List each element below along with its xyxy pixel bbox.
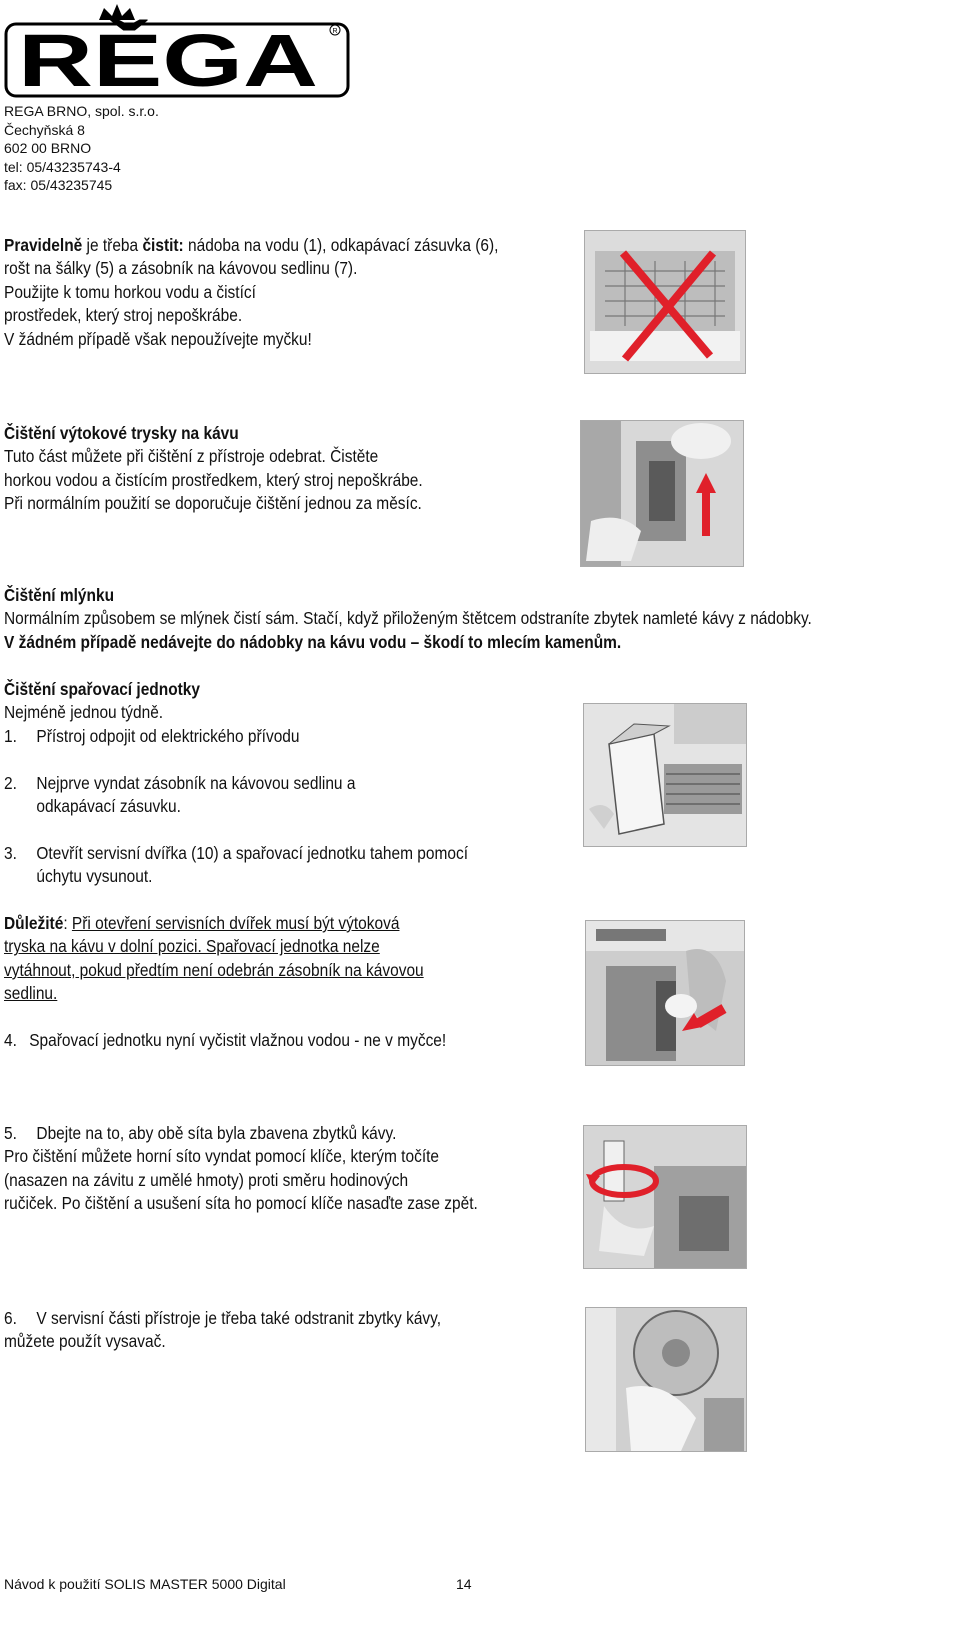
vacuum-cleaning-photo <box>585 1307 747 1452</box>
company-name: REGA BRNO, spol. s.r.o. <box>4 103 159 119</box>
company-city: 602 00 BRNO <box>4 140 92 156</box>
section-title: Čištění výtokové trysky na kávu <box>4 423 239 443</box>
section-grinder-cleaning: Čištění mlýnku Normálním způsobem se mlýnek čistí sám. Stačí, když přiloženým štětcem odstraníte zbytek namleté kávy z nádobky. V žádném případě nedávejte do nádobky na kávu vodu – škodí to mlecím kamenům. <box>4 585 812 652</box>
dishwasher-crossed-out-photo <box>584 230 746 374</box>
section-regular-cleaning: Pravidelně je třeba čistit: nádoba na vodu (1), odkapávací zásuvka (6), rošt na šálky (5) a zásobník na kávovou sedlinu (7). Použijte k tomu horkou vodu a čistící prostředek, který stroj nepoškrábe. V žádném případě však nepoužívejte myčku! <box>4 235 499 349</box>
coffee-spout-removal-photo <box>580 420 744 567</box>
section-title: Čištění spařovací jednotky <box>4 679 201 699</box>
brewing-unit-extraction-photo <box>585 920 745 1066</box>
company-fax: fax: 05/43235745 <box>4 177 113 193</box>
rega-logo <box>4 2 350 98</box>
svg-text:R: R <box>332 28 338 35</box>
section-brewing-unit-cleaning: Čištění spařovací jednotky Nejméně jednou týdně. 1. Přístroj odpojit od elektrického přívodu 2. Nejprve vyndat zásobník na kávovou sedlinu a odkapávací zásuvku. 3. Otevřít servisní dvířka (10) a spařovací jednotku tahem pomocí úchytu vysunout. Důležité: Při otevření servisních dvířek musí být výtoková tryska na kávu v dolní pozici. Spařovací jednotka nelze vytáhnout, pokud předtím není odebrán zásobník na kávovou sedlinu. 4. Spařovací jednotku nyní vyčistit vlažnou vodou - ne v myčce! <box>4 679 468 1051</box>
sieve-key-rotation-photo <box>583 1125 747 1269</box>
footer-title: Návod k použití SOLIS MASTER 5000 Digital <box>4 1576 286 1592</box>
section-title: Čištění mlýnku <box>4 585 115 605</box>
grounds-container-removal-photo <box>583 703 747 847</box>
company-street: Čechyňská 8 <box>4 121 85 138</box>
section-service-area-cleaning: 6. V servisní části přístroje je třeba také odstranit zbytky kávy, můžete použít vysavač. <box>4 1308 442 1352</box>
logo-text: RĚGA <box>18 19 318 98</box>
section-spout-cleaning: Čištění výtokové trysky na kávu Tuto část můžete při čištění z přístroje odebrat. Čistěte horkou vodou a čistícím prostředkem, který stroj nepoškrábe. Při normálním použití se doporučuje čištění jednou za měsíc. <box>4 423 423 514</box>
company-address <box>4 102 159 195</box>
page-number: 14 <box>456 1576 472 1592</box>
section-sieve-cleaning: 5. Dbejte na to, aby obě síta byla zbavena zbytků kávy. Pro čištění můžete horní síto vyndat pomocí klíče, kterým točíte (nasazen na závitu z umělé hmoty) proti směru hodinových ručiček. Po čištění a usušení síta ho pomocí klíče nasaďte zase zpět. <box>4 1123 478 1214</box>
company-tel: tel: 05/43235743-4 <box>4 158 121 175</box>
